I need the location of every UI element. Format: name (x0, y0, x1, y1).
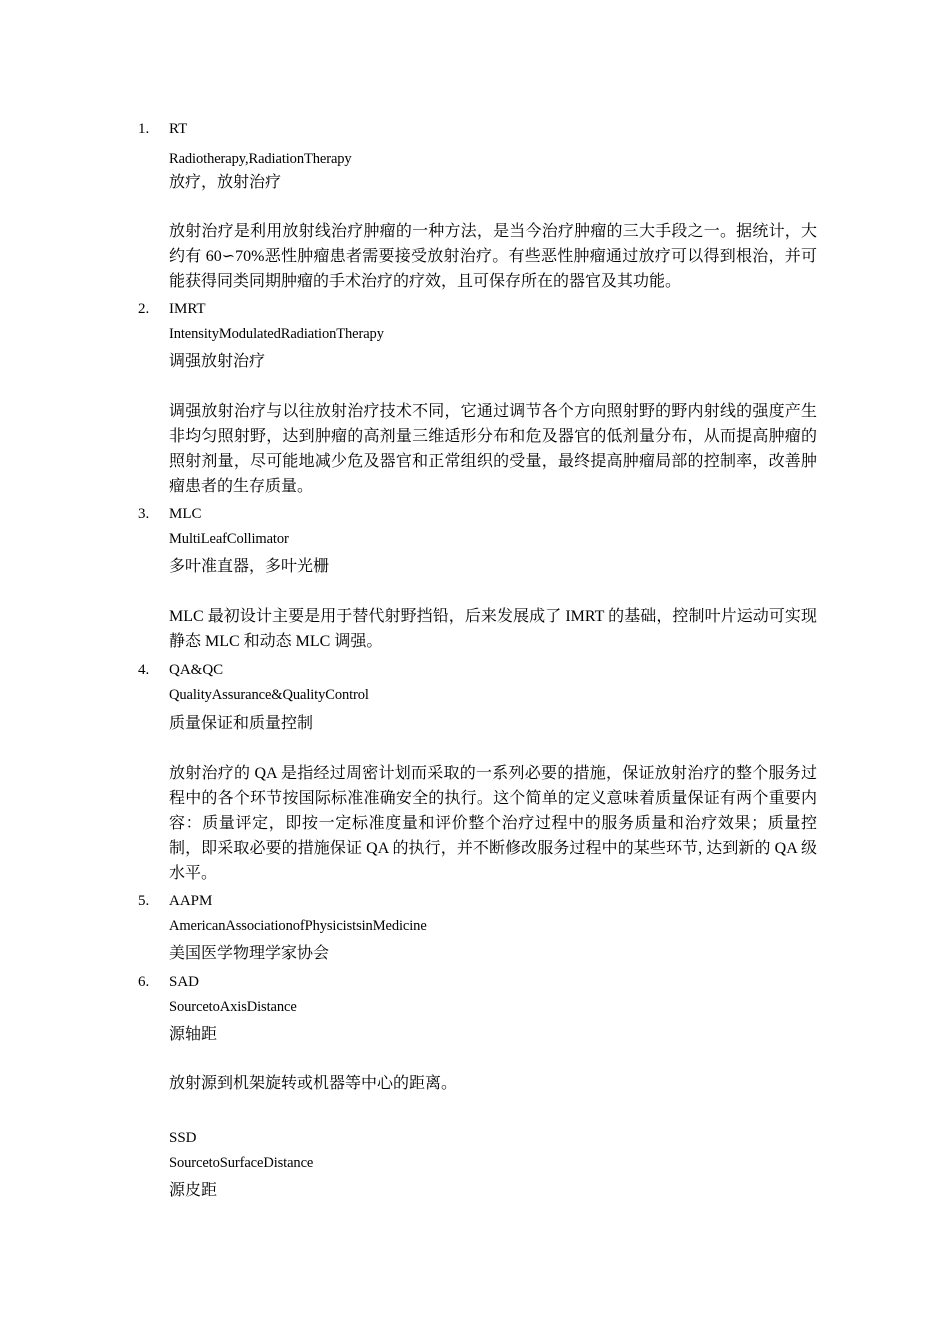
entry-chinese-name: 调强放射治疗 (169, 353, 266, 370)
entry-number: 1. (138, 121, 150, 137)
entry-description: 调强放射治疗与以往放射治疗技术不同，它通过调节各个方向照射野的野内射线的强度产生非均匀照射野，达到肿瘤的高剂量三维适形分布和危及器官的低剂量分布，从而提高肿瘤的照射剂量，尽可能地减少危及器官和正常组织的受量，最终提高肿瘤局部的控制率，改善肿瘤患者的生存质量。 (169, 403, 817, 495)
entry-chinese-name: 多叶准直器，多叶光栅 (169, 558, 330, 575)
entry-full-name: Radiotherapy,RadiationTherapy (169, 151, 352, 167)
entry-number: 2. (138, 301, 150, 317)
entry-abbreviation: RT (169, 121, 188, 137)
entry-chinese-name: 质量保证和质量控制 (169, 715, 314, 732)
entry-number: 4. (138, 662, 150, 678)
entry-full-name: AmericanAssociationofPhysicistsinMedicine (169, 918, 427, 934)
entry-full-name: QualityAssurance&QualityControl (169, 687, 369, 703)
entry-number: 5. (138, 893, 150, 909)
entry-description: 放射源到机架旋转或机器等中心的距离。 (169, 1075, 458, 1092)
entry-full-name: MultiLeafCollimator (169, 531, 289, 547)
entry-number: 6. (138, 974, 150, 990)
entry-chinese-name: 源轴距 (169, 1026, 218, 1043)
entry-abbreviation: SAD (169, 974, 200, 990)
entry-chinese-name: 美国医学物理学家协会 (169, 945, 330, 962)
sub-entry-chinese-name: 源皮距 (169, 1182, 218, 1199)
entry-abbreviation: QA&QC (169, 662, 224, 678)
entry-abbreviation: AAPM (169, 893, 213, 909)
entry-abbreviation: MLC (169, 506, 202, 522)
entry-description: MLC 最初设计主要是用于替代射野挡铅，后来发展成了 IMRT 的基础，控制叶片运动可实现静态 MLC 和动态 MLC 调强。 (169, 608, 817, 650)
entry-number: 3. (138, 506, 150, 522)
sub-entry-abbreviation: SSD (169, 1130, 197, 1146)
entry-abbreviation: IMRT (169, 301, 206, 317)
entry-description: 放射治疗的 QA 是指经过周密计划而采取的一系列必要的措施，保证放射治疗的整个服务过程中的各个环节按国际标准准确安全的执行。这个简单的定义意味着质量保证有两个重要内容：质量评定，即按一定标准度量和评价整个治疗过程中的服务质量和治疗效果；质量控制，即采取必要的措施保证 QA 的执行，并不断修改服务过程中的某些环节, 达到新的 QA 级水平。 (169, 765, 817, 882)
entry-description: 放射治疗是利用放射线治疗肿瘤的一种方法，是当今治疗肿瘤的三大手段之一。据统计，大约有 60∽70%恶性肿瘤患者需要接受放射治疗。有些恶性肿瘤通过放疗可以得到根治，并可能获得同类同期肿瘤的手术治疗的疗效，且可保存所在的器官及其功能。 (169, 223, 817, 290)
entry-full-name: SourcetoAxisDistance (169, 999, 297, 1015)
entry-chinese-name: 放疗，放射治疗 (169, 174, 282, 191)
entry-full-name: IntensityModulatedRadiationTherapy (169, 326, 384, 342)
sub-entry-full-name: SourcetoSurfaceDistance (169, 1155, 314, 1171)
